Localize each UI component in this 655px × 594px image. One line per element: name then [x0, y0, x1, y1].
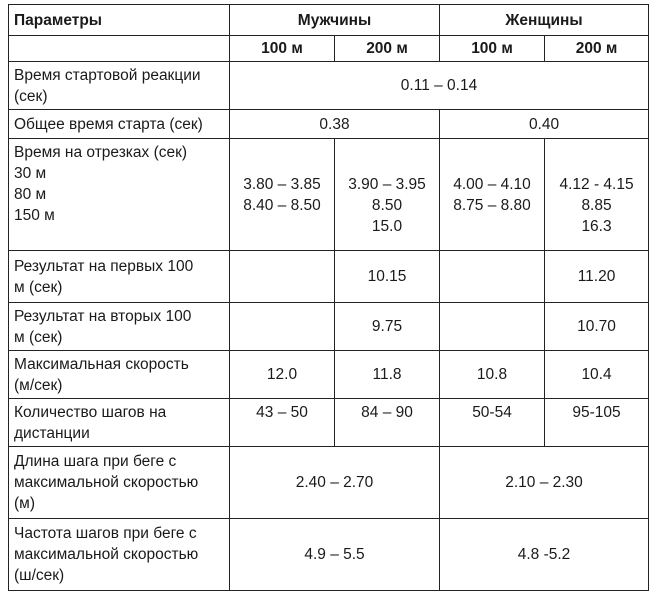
value-splits-men-100: 3.80 – 3.85 8.40 – 8.50 — [230, 139, 335, 251]
row-first-100 — [9, 251, 649, 303]
label-split-times: Время на отрезках (сек) 30 м 80 м 150 м — [9, 139, 230, 251]
value-steps-women-200: 95-105 — [545, 399, 649, 447]
header-men: Мужчины — [230, 5, 440, 36]
value-steplength-women: 2.10 – 2.30 — [440, 447, 649, 519]
value-maxspeed-women-200: 10.4 — [545, 351, 649, 399]
value-stepfreq-men: 4.9 – 5.5 — [230, 519, 440, 591]
value-steplength-men: 2.40 – 2.70 — [230, 447, 440, 519]
row-step-frequency — [9, 519, 649, 591]
header-row-1 — [9, 5, 649, 36]
value-splits-women-200: 4.12 - 4.15 8.85 16.3 — [545, 139, 649, 251]
value-splits-women-100: 4.00 – 4.10 8.75 – 8.80 — [440, 139, 545, 251]
row-reaction-time — [9, 62, 649, 110]
row-step-length — [9, 447, 649, 519]
label-step-length: Длина шага при беге с максимальной скоростью (м) — [9, 447, 230, 519]
row-start-time — [9, 110, 649, 139]
value-maxspeed-men-100: 12.0 — [230, 351, 335, 399]
value-first100-men-200: 10.15 — [335, 251, 440, 303]
value-second100-men-100 — [230, 303, 335, 351]
header-women-100: 100 м — [440, 36, 545, 62]
header-women-200: 200 м — [545, 36, 649, 62]
value-first100-women-100 — [440, 251, 545, 303]
row-split-times — [9, 139, 649, 251]
value-reaction-time: 0.11 – 0.14 — [230, 62, 649, 110]
value-first100-men-100 — [230, 251, 335, 303]
value-maxspeed-men-200: 11.8 — [335, 351, 440, 399]
row-max-speed — [9, 351, 649, 399]
header-women: Женщины — [440, 5, 649, 36]
label-max-speed: Максимальная скорость (м/сек) — [9, 351, 230, 399]
label-reaction-time: Время стартовой реакции (сек) — [9, 62, 230, 110]
value-start-men: 0.38 — [230, 110, 440, 139]
row-second-100 — [9, 303, 649, 351]
label-second-100: Результат на вторых 100 м (сек) — [9, 303, 230, 351]
header-empty — [9, 36, 230, 62]
header-params: Параметры — [9, 5, 230, 36]
value-splits-men-200: 3.90 – 3.95 8.50 15.0 — [335, 139, 440, 251]
row-step-count — [9, 399, 649, 447]
label-first-100: Результат на первых 100 м (сек) — [9, 251, 230, 303]
value-steps-men-100: 43 – 50 — [230, 399, 335, 447]
label-start-time: Общее время старта (сек) — [9, 110, 230, 139]
value-steps-men-200: 84 – 90 — [335, 399, 440, 447]
value-maxspeed-women-100: 10.8 — [440, 351, 545, 399]
label-step-count: Количество шагов на дистанции — [9, 399, 230, 447]
value-start-women: 0.40 — [440, 110, 649, 139]
header-row-2 — [9, 36, 649, 62]
label-step-frequency: Частота шагов при беге с максимальной скоростью (ш/сек) — [9, 519, 230, 591]
value-steps-women-100: 50-54 — [440, 399, 545, 447]
value-stepfreq-women: 4.8 -5.2 — [440, 519, 649, 591]
header-men-100: 100 м — [230, 36, 335, 62]
header-men-200: 200 м — [335, 36, 440, 62]
value-second100-women-200: 10.70 — [545, 303, 649, 351]
value-first100-women-200: 11.20 — [545, 251, 649, 303]
value-second100-women-100 — [440, 303, 545, 351]
value-second100-men-200: 9.75 — [335, 303, 440, 351]
parameters-table — [8, 4, 649, 591]
